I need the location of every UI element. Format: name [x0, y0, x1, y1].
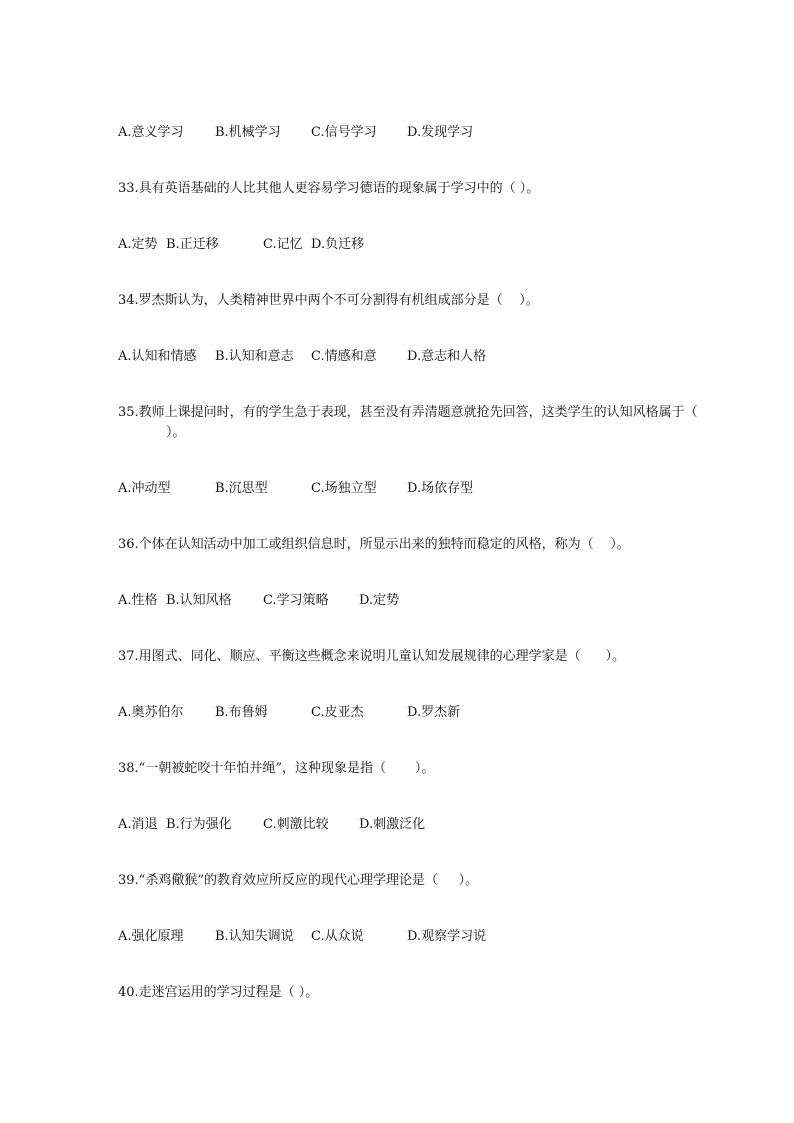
question-40: 40.走迷宫运用的学习过程是（ ）。 [118, 985, 319, 1000]
question-37: 37.用图式、同化、顺应、平衡这些概念来说明儿童认知发展规律的心理学家是（ ）。 [118, 649, 625, 664]
option-b: B.机械学习 [215, 125, 281, 140]
option-c: C.学习策略 [263, 593, 329, 608]
option-a: A.奥苏伯尔 [118, 705, 184, 720]
option-a: A.性格 [118, 593, 158, 608]
question-39: 39.“杀鸡儆猴”的教育效应所反应的现代心理学理论是（ ）。 [118, 873, 479, 888]
option-c: C.皮亚杰 [311, 705, 364, 720]
question-36: 36.个体在认知活动中加工或组织信息时，所显示出来的独特而稳定的风格，称为（ ）。 [118, 537, 630, 552]
question-35-line2: ）。 [166, 425, 186, 440]
option-c: C.信号学习 [311, 125, 377, 140]
option-d: D.负迁移 [311, 237, 365, 252]
option-d: D.罗杰新 [407, 705, 461, 720]
options-row-q32 [118, 125, 758, 141]
option-a: A.意义学习 [118, 125, 184, 140]
question-38: 38.“一朝被蛇咬十年怕井绳”，这种现象是指（ ）。 [118, 761, 435, 776]
options-row-q35 [118, 481, 758, 497]
question-33: 33.具有英语基础的人比其他人更容易学习德语的现象属于学习中的（ ）。 [118, 181, 540, 196]
options-row-q34 [118, 349, 758, 365]
option-a: A.冲动型 [118, 481, 171, 496]
option-b: B.认知风格 [166, 593, 232, 608]
option-c: C.场独立型 [311, 481, 377, 496]
option-c: C.刺激比较 [263, 817, 329, 832]
option-c: C.情感和意 [311, 349, 377, 364]
option-b: B.正迁移 [166, 237, 219, 252]
option-d: D.刺激泛化 [359, 817, 426, 832]
option-b: B.行为强化 [166, 817, 232, 832]
options-row-q39 [118, 929, 758, 945]
option-b: B.认知和意志 [215, 349, 294, 364]
option-d: D.观察学习说 [407, 929, 487, 944]
option-a: A.消退 [118, 817, 158, 832]
option-d: D.发现学习 [407, 125, 474, 140]
option-a: A.认知和情感 [118, 349, 197, 364]
options-row-q37 [118, 705, 758, 721]
option-a: A.定势 [118, 237, 158, 252]
options-row-q38 [118, 817, 758, 833]
question-34: 34.罗杰斯认为，人类精神世界中两个不可分割得有机组成部分是（ ）。 [118, 293, 539, 308]
option-a: A.强化原理 [118, 929, 184, 944]
option-b: B.沉思型 [215, 481, 268, 496]
options-row-q33 [118, 237, 758, 253]
option-b: B.布鲁姆 [215, 705, 268, 720]
option-d: D.定势 [359, 593, 400, 608]
options-row-q36 [118, 593, 758, 609]
option-d: D.场依存型 [407, 481, 474, 496]
option-c: C.从众说 [311, 929, 364, 944]
question-35-line1: 35.教师上课提问时，有的学生急于表现，甚至没有弄清题意就抢先回答，这类学生的认知风格属于（ [118, 405, 698, 420]
option-d: D.意志和人格 [407, 349, 487, 364]
option-c: C.记忆 [263, 237, 303, 252]
option-b: B.认知失调说 [215, 929, 294, 944]
